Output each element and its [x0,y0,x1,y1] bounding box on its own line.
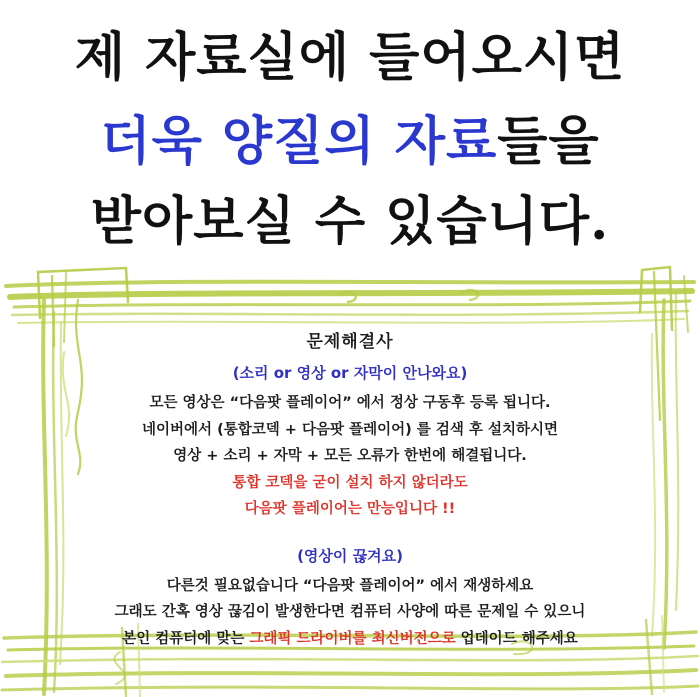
section2-heading: (영상이 끊겨요) [297,546,403,565]
section-gap [70,523,630,545]
headline-line-1: 제 자료실에 들어오시면 [74,27,626,88]
headline-line-2-blue: 더욱 양질의 자료 [100,111,498,172]
notice-title: 문제해결사 [306,332,394,352]
section1-line-2: 네이버에서 (통합코덱 + 다음팟 플레이어) 를 검색 후 설치하시면 [142,421,558,438]
section1-line-3: 영상 + 소리 + 자막 + 모든 오류가 한번에 해결됩니다. [173,448,527,464]
section2-line-3 [70,626,630,653]
section2-line-3-prefix: 본인 컴퓨터에 맞는 [122,630,250,647]
headline-line-2-black: 들을 [497,111,600,172]
section2-line-1: 다른것 필요없습니다 “다음팟 플레이어” 에서 재생하세요 [166,577,534,594]
section1-warning-2: 다음팟 플레이어는 만능입니다 !! [244,501,456,517]
notice-box [70,331,630,652]
section2-line-2: 그래도 간혹 영상 끊김이 발생한다면 컴퓨터 사양에 따른 문제일 수 있으니 [114,604,586,620]
section2-line-3-highlight: 그래픽 드라이버를 최신버전으로 [249,630,456,647]
section1-line-1: 모든 영상은 “다음팟 플레이어” 에서 정상 구동후 등록 됩니다. [149,395,551,411]
section2-line-3-suffix: 업데이드 해주세요 [455,630,578,647]
headline-line-3: 받아보실 수 있습니다. [90,191,610,252]
section1-warning-1: 통합 코덱을 굳이 설치 하지 않더라도 [232,474,468,491]
section1-heading: (소리 or 영상 or 자막이 안나와요) [232,364,468,382]
